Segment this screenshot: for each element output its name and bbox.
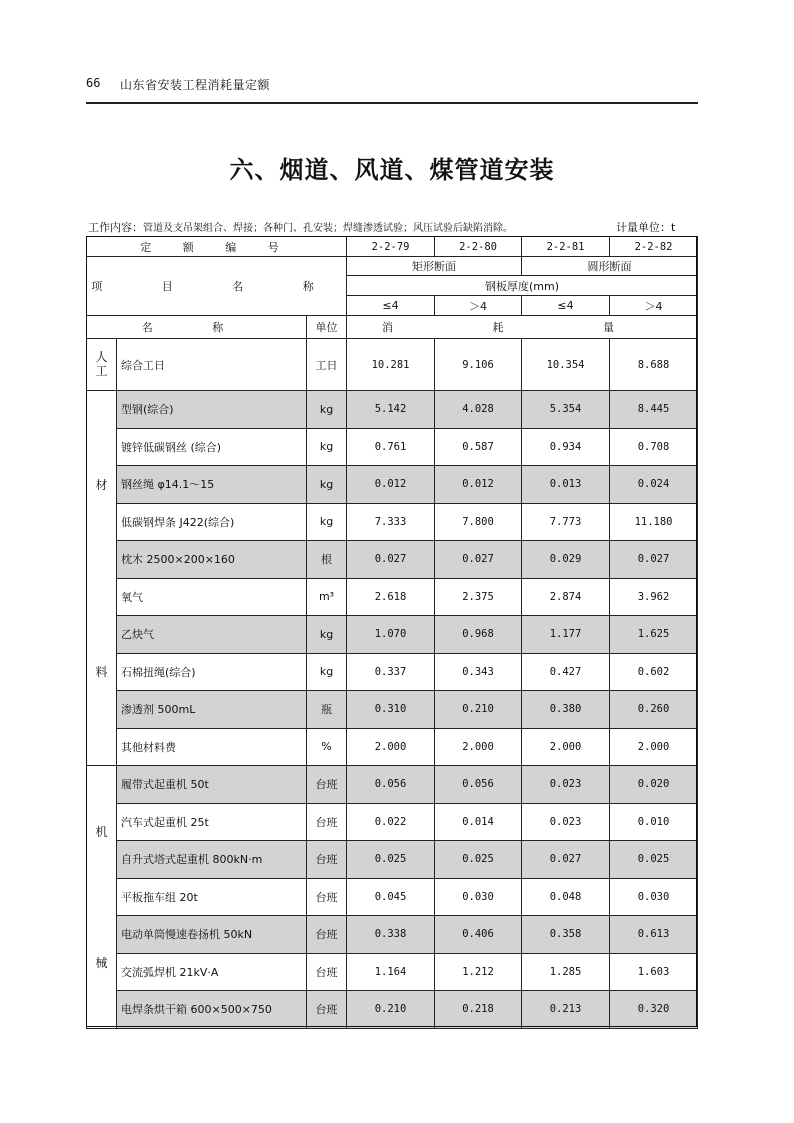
category-label [87,391,117,766]
consumption-value: 2.000 [610,728,698,766]
consumption-value: 0.020 [610,766,698,804]
quota-no-label: 定 额 编 号 [87,237,347,257]
quota-table-body [87,237,698,1029]
quota-code: 2-2-81 [522,237,610,257]
category-char: 人 [95,350,108,365]
consumption-value: 3.962 [610,578,698,616]
resource-name: 履带式起重机 50t [117,766,307,804]
resource-name: 镀锌低碳钢丝 (综合) [117,428,307,466]
consumption-value: 0.761 [347,428,435,466]
resource-name: 电动单筒慢速卷扬机 50kN [117,916,307,954]
item-name-label: 项 目 名 称 [87,257,347,316]
consumption-value: 0.030 [610,878,698,916]
col-name-header: 名 称 [87,316,307,339]
consumption-value: 10.281 [347,339,435,391]
consumption-value: 0.012 [347,466,435,504]
resource-name: 平板拖车组 20t [117,878,307,916]
resource-unit: 台班 [307,991,347,1029]
table-row [87,428,698,466]
consumption-value: 9.106 [435,339,522,391]
table-row [87,728,698,766]
section-round: 圆形断面 [522,257,698,276]
table-row [87,991,698,1029]
page-number: 66 [86,76,101,90]
table-row [87,953,698,991]
category-label-chars [87,766,116,1028]
resource-name: 电焊条烘干箱 600×500×750 [117,991,307,1029]
consumption-value: 2.375 [435,578,522,616]
resource-unit: 台班 [307,953,347,991]
consumption-value: 0.613 [610,916,698,954]
resource-unit: 台班 [307,878,347,916]
work-content [88,219,513,235]
resource-name: 自升式塔式起重机 800kN·m [117,841,307,879]
consumption-value: 1.603 [610,953,698,991]
resource-name: 交流弧焊机 21kV·A [117,953,307,991]
table-row [87,578,698,616]
resource-unit: % [307,728,347,766]
consumption-value: 0.338 [347,916,435,954]
table-row [87,339,698,391]
consumption-value: 0.023 [522,803,610,841]
section-row [87,257,698,276]
consumption-value: 4.028 [435,391,522,429]
consumption-value: 0.027 [610,541,698,579]
resource-name: 乙炔气 [117,616,307,654]
consumption-value: 0.343 [435,653,522,691]
resource-name: 枕木 2500×200×160 [117,541,307,579]
consumption-value: 1.285 [522,953,610,991]
measure-unit: 计量单位：t [616,221,676,234]
category-char: 工 [95,363,108,378]
category-label [87,339,117,391]
category-label-chars [87,391,116,765]
consumption-value: 2.618 [347,578,435,616]
category-char: 料 [95,665,108,679]
quota-code: 2-2-80 [435,237,522,257]
consumption-value: 0.602 [610,653,698,691]
resource-unit: 台班 [307,916,347,954]
resource-unit: kg [307,653,347,691]
thickness-value: ＞4 [610,296,698,316]
consumption-value: 0.056 [347,766,435,804]
consumption-value: 0.708 [610,428,698,466]
consumption-value: 0.024 [610,466,698,504]
consumption-value: 2.000 [347,728,435,766]
consumption-value: 0.587 [435,428,522,466]
consumption-value: 0.380 [522,691,610,729]
consumption-value: 8.688 [610,339,698,391]
consumption-value: 0.427 [522,653,610,691]
resource-name: 石棉扭绳(综合) [117,653,307,691]
consumption-value: 0.010 [610,803,698,841]
consumption-value: 1.177 [522,616,610,654]
page-header [86,72,698,104]
resource-unit: kg [307,503,347,541]
consumption-value: 10.354 [522,339,610,391]
resource-name: 渗透剂 500mL [117,691,307,729]
table-row [87,691,698,729]
consumption-value: 0.045 [347,878,435,916]
consumption-value: 0.012 [435,466,522,504]
resource-name: 其他材料费 [117,728,307,766]
resource-unit: 台班 [307,803,347,841]
resource-unit: kg [307,466,347,504]
table-row [87,466,698,504]
consumption-value: 0.337 [347,653,435,691]
work-content-text: 管道及支吊架组合、焊接；各种门、孔安装；焊缝渗透试验；风压试验后缺陷消除。 [143,223,513,234]
consumption-value: 0.022 [347,803,435,841]
table-row [87,841,698,879]
column-header-row [87,316,698,339]
consumption-value: 7.333 [347,503,435,541]
consumption-value: 0.023 [522,766,610,804]
resource-unit: 根 [307,541,347,579]
resource-name: 综合工日 [117,339,307,391]
consumption-value: 2.874 [522,578,610,616]
consumption-value: 0.025 [610,841,698,879]
resource-unit: kg [307,616,347,654]
resource-unit: 台班 [307,766,347,804]
consumption-value: 0.260 [610,691,698,729]
consumption-value: 7.773 [522,503,610,541]
consumption-value: 5.354 [522,391,610,429]
consumption-value: 0.027 [347,541,435,579]
table-row [87,541,698,579]
resource-name: 汽车式起重机 25t [117,803,307,841]
consumption-value: 0.014 [435,803,522,841]
section-rect: 矩形断面 [347,257,522,276]
table-row [87,503,698,541]
consumption-value: 1.164 [347,953,435,991]
section-title: 六、烟道、风道、煤管道安装 [229,155,555,184]
quota-code: 2-2-79 [347,237,435,257]
consumption-value: 0.030 [435,878,522,916]
consumption-value: 11.180 [610,503,698,541]
resource-unit: 台班 [307,841,347,879]
work-content-label: 工作内容： [88,221,143,234]
resource-name: 钢丝绳 φ14.1～15 [117,466,307,504]
consumption-value: 5.142 [347,391,435,429]
book-title: 山东省安装工程消耗量定额 [120,78,271,92]
consumption-value: 1.625 [610,616,698,654]
resource-unit: m³ [307,578,347,616]
consumption-value: 0.406 [435,916,522,954]
table-row [87,916,698,954]
consumption-value: 0.934 [522,428,610,466]
consumption-value: 0.968 [435,616,522,654]
consumption-value: 0.029 [522,541,610,579]
consumption-value: 1.070 [347,616,435,654]
consumption-value: 0.025 [347,841,435,879]
resource-name: 低碳钢焊条 J422(综合) [117,503,307,541]
resource-unit: kg [307,391,347,429]
consumption-value: 0.027 [522,841,610,879]
thickness-value: ≤4 [347,296,435,316]
consumption-value: 0.218 [435,991,522,1029]
resource-unit: 瓶 [307,691,347,729]
category-label-chars [87,339,116,390]
quota-code-row [87,237,698,257]
col-consumption-header: 消 耗 量 [347,316,698,339]
quota-table [86,236,698,1029]
category-char: 械 [95,955,108,970]
category-char: 材 [95,478,108,492]
category-label [87,766,117,1029]
consumption-value: 2.000 [522,728,610,766]
consumption-value: 0.210 [347,991,435,1029]
table-row [87,766,698,804]
quota-code: 2-2-82 [610,237,698,257]
consumption-value: 0.013 [522,466,610,504]
consumption-value: 0.048 [522,878,610,916]
consumption-value: 0.213 [522,991,610,1029]
table-row [87,391,698,429]
consumption-value: 0.210 [435,691,522,729]
consumption-value: 0.056 [435,766,522,804]
thickness-value: ＞4 [435,296,522,316]
consumption-value: 2.000 [435,728,522,766]
thickness-value: ≤4 [522,296,610,316]
table-row [87,803,698,841]
resource-name: 型钢(综合) [117,391,307,429]
table-row [87,653,698,691]
consumption-value: 7.800 [435,503,522,541]
consumption-value: 0.320 [610,991,698,1029]
resource-unit: kg [307,428,347,466]
col-unit-header: 单位 [307,316,347,339]
thickness-label: 钢板厚度(mm) [347,276,698,296]
resource-unit: 工日 [307,339,347,391]
category-char: 机 [95,824,108,839]
consumption-value: 0.027 [435,541,522,579]
table-row [87,616,698,654]
consumption-value: 8.445 [610,391,698,429]
consumption-value: 0.025 [435,841,522,879]
consumption-value: 0.358 [522,916,610,954]
resource-name: 氧气 [117,578,307,616]
consumption-value: 1.212 [435,953,522,991]
consumption-value: 0.310 [347,691,435,729]
table-row [87,878,698,916]
work-meta [88,219,698,235]
